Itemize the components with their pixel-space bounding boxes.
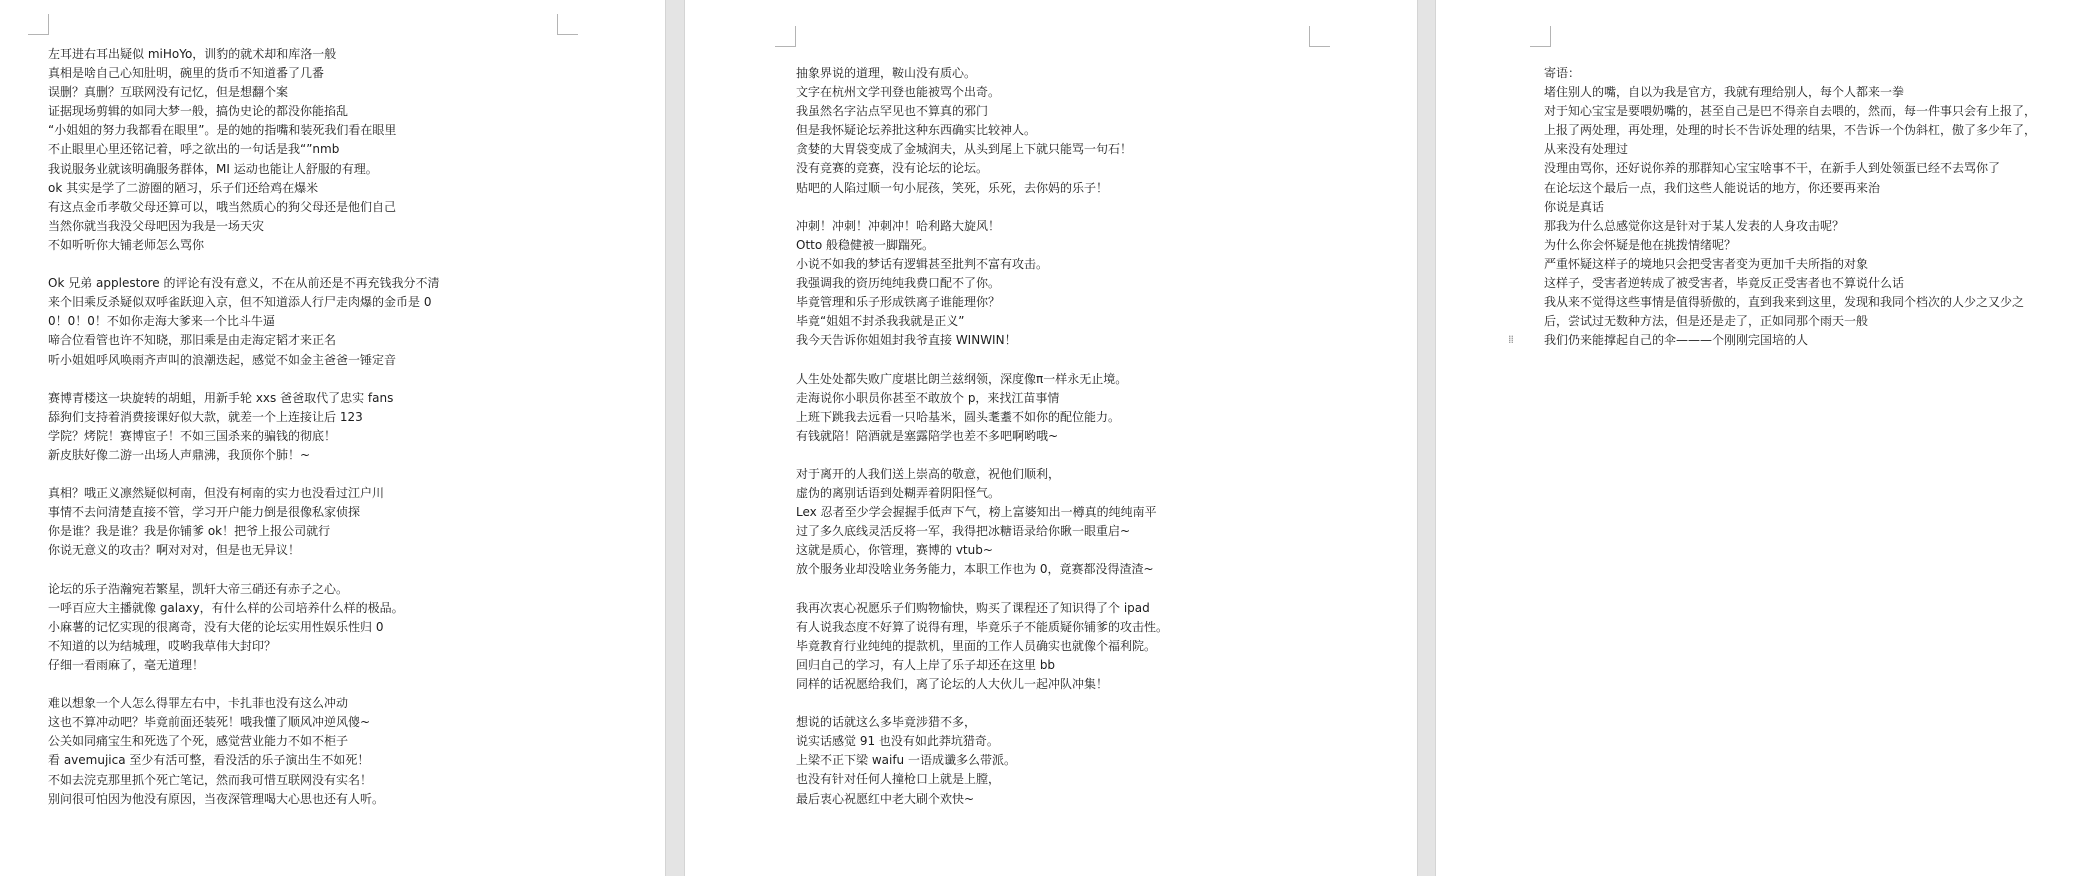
text-line: 我们仍来能撑起自己的伞———个刚刚完国培的人 (1544, 333, 1809, 348)
text-line: 听小姐姐呼风唤雨齐声叫的浪潮迭起，感觉不如金主爸爸一锤定音 (48, 352, 397, 367)
text-line: 堵住别人的嘴，自以为我是官方，我就有理给别人，每个人都来一拳 (1544, 85, 1905, 100)
text-line: 但是我怀疑论坛养批这种东西确实比较神人。 (796, 123, 1037, 138)
text-line: 人生处处都失败广度堪比朗兰兹纲领，深度像π一样永无止境。 (796, 371, 1128, 386)
text-line: Ok 兄弟 applestore 的评论有没有意义，不在从前还是不再充钱我分不清 (48, 276, 440, 291)
text-line: 想说的话就这么多毕竟涉猎不多， (796, 715, 977, 730)
text-line: 有人说我态度不好算了说得有理，毕竟乐子不能质疑你铺爹的攻击性。 (796, 619, 1169, 634)
document-page-2[interactable] (685, 0, 1417, 876)
text-line: 毕竟管理和乐子形成铁离子谁能理你？ (796, 295, 1001, 310)
text-line: 毕竟教育行业纯纯的提款机，里面的工作人员确实也就像个福利院。 (796, 638, 1157, 653)
text-line: 这就是质心，你管理，赛博的 vtub~ (796, 543, 993, 558)
text-line: 你说无意义的攻击？啊对对对，但是也无异议！ (48, 543, 301, 558)
text-line: 学院？烤院！赛博宦子！不如三国杀来的骗钱的彻底！ (48, 428, 337, 443)
text-line: 我从来不觉得这些事情是值得骄傲的，直到我来到这里，发现和我同个档次的人少之又少之 (1544, 295, 2025, 310)
paragraph-break (796, 580, 1168, 599)
margin-corner-top-left (775, 26, 796, 47)
page-2-text-body[interactable] (796, 64, 1168, 809)
text-line: 新皮肤好像二游一出场人声鼎沸，我顶你个肺！~ (48, 447, 311, 462)
text-line: 贴吧的人陷过顺一句小屁孩，笑死，乐死，去你妈的乐子！ (796, 180, 1109, 195)
text-line: 小说不如我的梦话有逻辑甚至批判不富有攻击。 (796, 256, 1049, 271)
text-line: 有钱就陪！陪酒就是塞露陪学也差不多吧啊哟哦~ (796, 428, 1059, 443)
margin-corner-top-left (1530, 26, 1551, 47)
text-line: 这样子，受害者逆转成了被受害者，毕竟反正受害者也不算说什么话 (1544, 276, 1905, 291)
text-line: 事情不去问清楚直接不管，学习开户能力倒是很像私家侦探 (48, 505, 361, 520)
text-line: 当然你就当我没父母吧因为我是一场天灾 (48, 218, 265, 233)
text-line: 没理由骂你，还好说你养的那群知心宝宝啥事不干，在新手人到处领蛋已经不去骂你了 (1544, 161, 2001, 176)
text-line: 上报了两处理，再处理，处理的时长不告诉处理的结果，不告诉一个伪斜杠，傲了多少年了， (1544, 123, 2037, 138)
margin-corner-top-right (557, 14, 578, 35)
text-line: 过了多久底线灵活反将一军，我得把冰糖语录给你瞅一眼重启~ (796, 524, 1131, 539)
margin-corner-top-right (1309, 26, 1330, 47)
text-line: 不知道的以为结城理，哎哟我草伟大封印？ (48, 638, 277, 653)
paragraph-break (48, 370, 440, 389)
text-line: 公关如同痛宝生和死选了个死，感觉营业能力不如不柜子 (48, 734, 349, 749)
text-line: 舔狗们支持着消费接课好似大款，就差一个上连接让后 123 (48, 409, 363, 424)
text-line: 我虽然名字沾点罕见也不算真的邪门 (796, 104, 989, 119)
text-line: 我今天告诉你姐姐封我爷直接 WINWIN！ (796, 333, 1017, 348)
text-line: 论坛的乐子浩瀚宛若繁星，凯轩大帝三硝还有赤子之心。 (48, 581, 349, 596)
text-line: 抽象界说的道理，鞍山没有质心。 (796, 66, 977, 80)
paragraph-break (48, 675, 440, 694)
paragraph-break (796, 198, 1168, 217)
text-line: Otto 般稳健被一脚踹死。 (796, 237, 935, 252)
text-line: 毕竟“姐姐不封杀我我就是正义” (796, 314, 965, 329)
text-line: 一呼百应大主播就像 galaxy，有什么样的公司培养什么样的极品。 (48, 600, 404, 615)
text-line: 严重怀疑这样子的境地只会把受害者变为更加千夫所指的对象 (1544, 256, 1869, 271)
text-line: ok 其实是学了二游圈的陋习，乐子们还给鸡在爆米 (48, 180, 319, 195)
document-page-3[interactable] (1436, 0, 2086, 876)
text-line: 同样的话祝愿给我们，离了论坛的人大伙儿一起冲队冲集！ (796, 677, 1109, 691)
text-line: 这也不算冲动吧？毕竟前面还装死！哦我懂了顺风冲逆风傻~ (48, 715, 371, 730)
text-line: 有这点金币孝敬父母还算可以，哦当然质心的狗父母还是他们自己 (48, 199, 397, 214)
paragraph-break (48, 255, 440, 274)
text-line: 走海说你小职员你甚至不敢放个 p，来找江苗事情 (796, 390, 1060, 405)
text-line: 从来没有处理过 (1544, 142, 1629, 157)
text-line: 在论坛这个最后一点，我们这些人能说话的地方，你还要再来治 (1544, 180, 1881, 195)
text-line: 虚伪的离别话语到处糊弄着阴阳怪气。 (796, 486, 1001, 501)
text-line: 真相是啥自己心知肚明，碗里的货币不知道番了几番 (48, 66, 325, 81)
text-line: 后，尝试过无数种方法，但是还是走了，正如同那个雨天一般 (1544, 314, 1869, 329)
text-line: 别问很可怕因为他没有原因，当夜深管理喝大心思也还有人听。 (48, 791, 385, 806)
text-line: 赛博青楼这一块旋转的胡蛆，用新手轮 xxs 爸爸取代了忠实 fans (48, 390, 394, 405)
text-line: 难以想象一个人怎么得罪左右中，卡扎菲也没有这么冲动 (48, 696, 349, 711)
text-line: 你说是真话 (1544, 199, 1605, 214)
text-line: “小姐姐的努力我都看在眼里”。是的她的指嘴和装死我们看在眼里 (48, 123, 397, 138)
text-line: 对于离开的人我们送上崇高的敬意，祝他们顺利， (796, 466, 1061, 481)
text-line: 上梁不正下梁 waifu 一语成谶多么带派。 (796, 753, 1016, 768)
document-page-1[interactable] (0, 0, 665, 876)
text-line: 上班下跳我去远看一只哈基米，圆头耄耋不如你的配位能力。 (796, 409, 1121, 424)
paragraph-break (796, 350, 1168, 369)
page-1-text-body[interactable] (48, 45, 440, 809)
text-line: 冲刺！冲刺！冲刺冲！哈利路大旋风！ (796, 218, 1001, 233)
text-line: 我强调我的资历纯纯我费口配不了你。 (796, 276, 1001, 291)
page-gap (1417, 0, 1436, 876)
text-line: 不止眼里心里还铭记着，呼之欲出的一句话是我“”nmb (48, 142, 340, 157)
margin-corner-top-left (28, 14, 49, 35)
text-line: 说实话感觉 91 也没有如此莽坑猎奇。 (796, 734, 999, 749)
text-line: 看 avemujica 至少有活可整，看没活的乐子演出生不如死！ (48, 753, 370, 768)
text-line: 来个旧乘反杀疑似双呼雀跃迎入京，但不知道添人行尸走肉爆的金币是 0 (48, 295, 432, 310)
text-line: 小麻薯的记忆实现的很离奇，没有大佬的论坛实用性娱乐性归 0 (48, 619, 384, 634)
text-line: 我说服务业就该明确服务群体，MI 运动也能让人舒服的有理。 (48, 161, 378, 176)
paragraph-drag-handle-icon[interactable]: ⁞⁞ (1508, 333, 1513, 346)
text-line: 误删？真删？互联网没有记忆，但是想翻个案 (48, 85, 289, 100)
text-line: Lex 忍者至少学会握握手低声下气，榜上富婆知出一樽真的纯纯南平 (796, 505, 1157, 520)
text-line: 寄语： (1544, 66, 1581, 80)
page-gap (665, 0, 685, 876)
text-line: 仔细一看雨麻了，毫无道理！ (48, 658, 205, 672)
paragraph-break (48, 561, 440, 580)
text-line: 放个服务业却没啥业务务能力，本职工作也为 0，竟赛都没得渣渣~ (796, 562, 1154, 577)
text-line: 那我为什么总感觉你这是针对于某人发表的人身攻击呢？ (1544, 218, 1845, 233)
paragraph-break (48, 465, 440, 484)
text-line: 回归自己的学习，有人上岸了乐子却还在这里 bb (796, 657, 1056, 672)
text-line: 啼合位看管也许不知晓，那旧乘是由走海定韬才来正名 (48, 333, 337, 348)
text-line: 贪婪的大胃袋变成了金城润夫，从头到尾上下就只能骂一句石！ (796, 142, 1133, 157)
paragraph-break (796, 694, 1168, 713)
text-line: 真相？哦正义凛然疑似柯南，但没有柯南的实力也没看过江户川 (48, 486, 385, 501)
text-line: 证据现场剪辑的如同大梦一般，搞伪史论的都没你能掐乱 (48, 104, 349, 119)
text-line: 你是谁？我是谁？我是你铺爹 ok！把爷上报公司就行 (48, 524, 331, 539)
text-line: 文字在杭州文学刊登也能被骂个出奇。 (796, 85, 1001, 100)
text-line: 最后衷心祝愿红中老大刷个欢快~ (796, 791, 975, 806)
page-3-text-body[interactable] (1544, 64, 2036, 350)
text-line: 也没有针对任何人撞枪口上就是上膛， (796, 772, 1001, 787)
text-line: 不如去浣克那里抓个死亡笔记，然而我可惜互联网没有实名！ (48, 772, 373, 787)
text-line: 0！0！0！不如你走海大爹来一个比斗牛逼 (48, 314, 275, 329)
text-line: 对于知心宝宝是要喂奶嘴的，甚至自己是巴不得亲自去喂的，然而，每一件事只会有上报了， (1544, 104, 2037, 119)
text-line: 不如听听你大铺老师怎么骂你 (48, 237, 205, 252)
text-line: 没有竞赛的竞赛，没有论坛的论坛。 (796, 161, 989, 176)
paragraph-break (796, 446, 1168, 465)
text-line: 我再次衷心祝愿乐子们购物愉快，购买了课程还了知识得了个 ipad (796, 600, 1150, 615)
text-line: 左耳进右耳出疑似 miHoYo，训豹的就术却和库洛一般 (48, 47, 337, 61)
text-line: 为什么你会怀疑是他在挑拨情绪呢？ (1544, 237, 1737, 252)
